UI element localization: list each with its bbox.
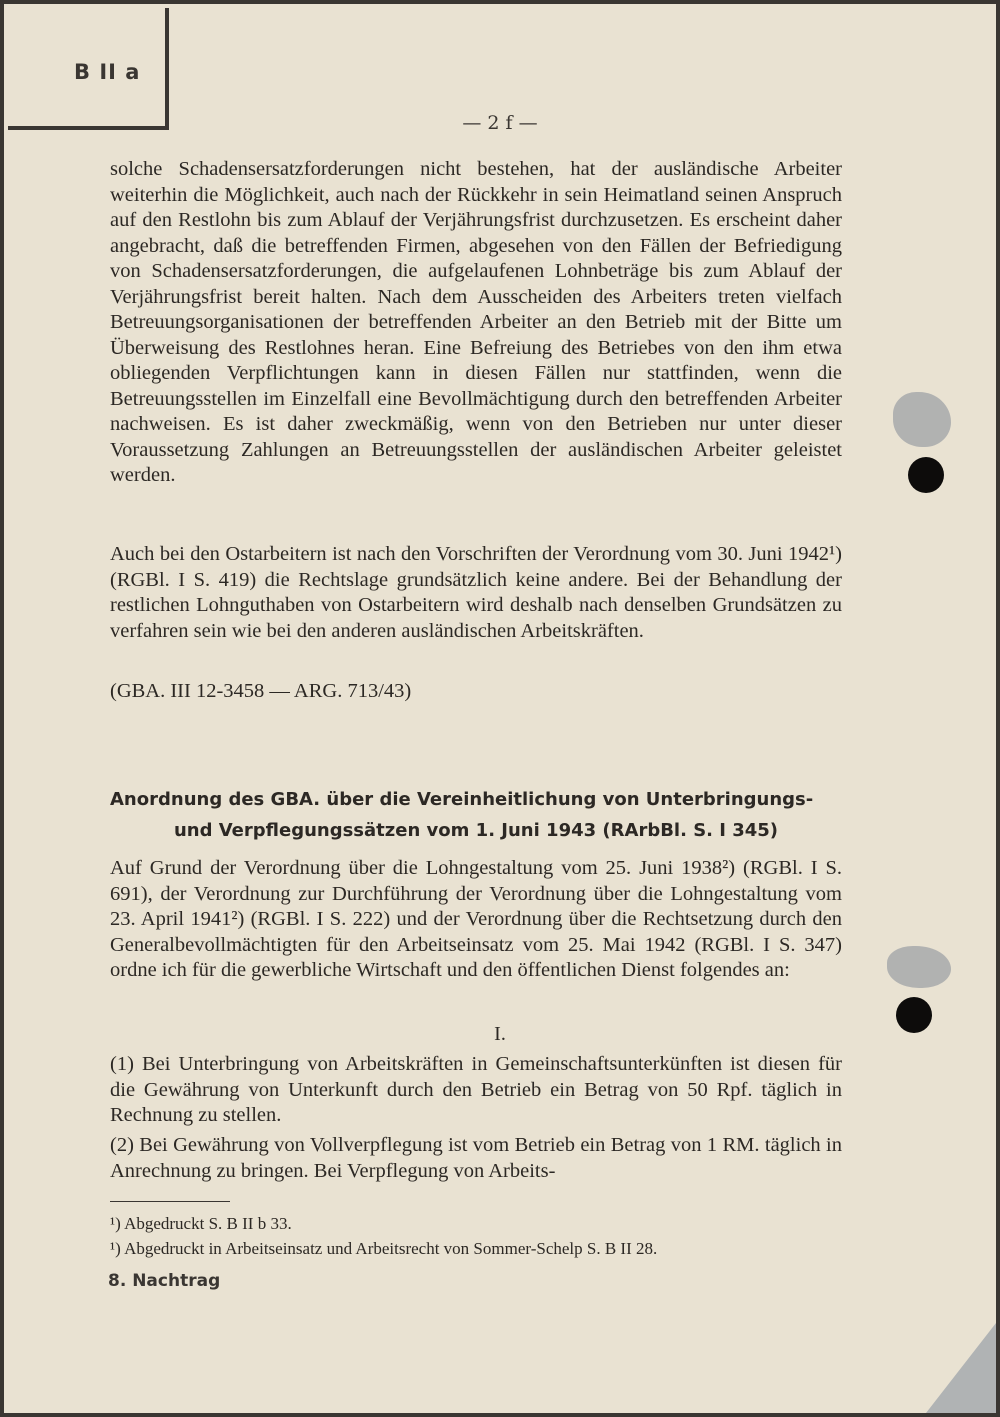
clause-text: (1) Bei Unterbringung von Arbeitskräften in Gemeinschaftsunterkünften ist diesen für die Gewährung von Unterkunft durch den Betrieb ein Betrag von 50 Rpf. täglich in Rechnung zu stellen. [110,1053,842,1126]
page-number: — 2 f — [462,112,538,134]
footnote-2: ¹) Abgedruckt in Arbeitseinsatz und Arbeitsrecht von Sommer-Schelp S. B II 28. [110,1239,658,1258]
section-numeral: I. [494,1023,506,1045]
clause-text: (2) Bei Gewährung von Vollverpflegung ist vom Betrieb ein Betrag von 1 RM. täglich in Anrechnung zu bringen. Bei Verpflegung von Arbeits- [110,1134,842,1182]
clause-1 [110,1052,842,1129]
section-label: B II a [74,60,141,84]
paragraph-text: Auch bei den Ostarbeitern ist nach den Vorschriften der Verordnung vom 30. Juni 1942¹) (RGBl. I S. 419) die Rechtslage grundsätzlich keine andere. Bei der Behandlung der restlichen Lohnguthaben von Ostarbeitern wird deshalb nach denselben Grundsätzen zu verfahren sein wie bei den anderen ausländischen Arbeitskräften. [110,543,842,642]
reference-citation [110,679,842,705]
supplement-label: 8. Nachtrag [108,1271,221,1291]
order-title-line-2: und Verpflegungssätzen vom 1. Juni 1943 (RArbBl. S. I 345) [173,820,779,841]
reference-text: (GBA. III 12-3458 — ARG. 713/43) [110,680,412,702]
punch-hole [908,457,944,493]
order-title [110,784,842,846]
footnote-1: ¹) Abgedruckt S. B II b 33. [110,1214,292,1233]
order-preamble [110,856,842,984]
preamble-text: Auf Grund der Verordnung über die Lohngestaltung vom 25. Juni 1938²) (RGBl. I S. 691), der Verordnung zur Durchführung der Verordnung über die Lohngestaltung vom 23. April 1941²) (RGBl. I S. 222) und der Verordnung über die Rechtsetzung durch den Generalbevollmächtigten für den Arbeitseinsatz vom 25. Mai 1942 (RGBl. I S. 347) ordne ich für die gewerbliche Wirtschaft und den öffentlichen Dienst folgendes an: [110,857,842,981]
paragraph-text: solche Schadensersatzforderungen nicht bestehen, hat der ausländische Arbeiter weiterhin die Möglichkeit, auch nach der Rückkehr in sein Heimatland seinen Anspruch auf den Restlohn bis zum Ablauf der Verjährungsfrist durchzusetzen. Es erscheint daher angebracht, daß die betreffenden Firmen, abgesehen von den Fällen der Befriedigung von Schadensersatzforderungen, die aufgelaufenen Lohnbeträge bis zum Ablauf der Verjährungsfrist bereit halten. Nach dem Ausscheiden des Arbeiters treten vielfach Betreuungsorganisationen der betreffenden Arbeiter an den Betrieb mit der Bitte um Überweisung des Restlohnes heran. Eine Befreiung des Betriebes von den ihm etwa obliegenden Verpflichtungen kann in diesen Fällen nur stattfinden, wenn die Betreuungsstellen im Einzelfall eine Bevollmächtigung durch den betreffenden Arbeiter nachweisen. Es ist daher zweckmäßig, wenn von den Betrieben nur unter dieser Voraussetzung Zahlungen an Betreuungsstellen der ausländischen Arbeiter geleistet werden. [110,158,842,486]
tape-mark [893,392,951,447]
tape-mark [887,946,951,988]
footnote-divider [110,1201,230,1202]
ostarbeiter-paragraph [110,542,842,644]
corner-fold [926,1323,996,1413]
punch-hole [896,997,932,1033]
order-title-line-1: Anordnung des GBA. über die Vereinheitlichung von Unterbringungs- [110,789,814,810]
continuation-paragraph [110,157,842,489]
clause-2 [110,1133,842,1184]
